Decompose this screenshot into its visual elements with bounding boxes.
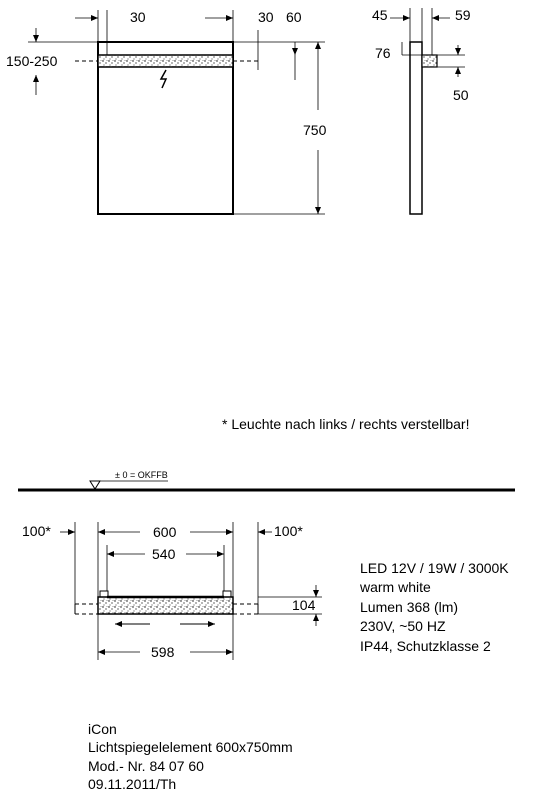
lightning-icon <box>161 70 166 88</box>
dim-width: 600 <box>153 524 177 540</box>
product-description: Lichtspiegelelement 600x750mm <box>88 739 293 755</box>
mirror-outline <box>98 42 233 214</box>
spec-line: IP44, Schutzklasse 2 <box>360 638 491 654</box>
spec-line: LED 12V / 19W / 3000K <box>360 560 509 576</box>
dim-side-top-b: 59 <box>455 7 471 23</box>
side-view <box>390 8 465 214</box>
dim-side-50: 50 <box>453 87 469 103</box>
title-block <box>88 721 293 792</box>
level-marker-icon <box>90 481 100 489</box>
dim-top-right: 30 <box>258 9 274 25</box>
dim-side-76: 76 <box>375 45 391 61</box>
mirror-side <box>410 42 422 214</box>
dim-right-offset: 60 <box>286 9 302 25</box>
dim-side-top-a: 45 <box>372 7 388 23</box>
light-element-side <box>422 55 437 67</box>
specs-block <box>359 560 509 654</box>
light-element-plan <box>98 597 233 614</box>
floor-label: ± 0 = OKFFB <box>115 470 168 480</box>
spec-line: Lumen 368 (lm) <box>360 599 459 615</box>
light-element-front <box>98 55 233 67</box>
drawing-date: 09.11.2011/Th <box>88 776 177 792</box>
product-name: iCon <box>88 721 117 737</box>
dim-inner: 540 <box>152 546 176 562</box>
floor-line <box>18 481 515 490</box>
dim-height: 750 <box>303 122 327 138</box>
dim-depth: 104 <box>292 597 316 613</box>
spec-line: warm white <box>360 579 431 595</box>
front-view <box>28 10 325 214</box>
dim-left-travel: 100* <box>22 523 51 539</box>
adjustable-note: * Leuchte nach links / rechts verstellbar! <box>222 416 470 432</box>
dim-right-travel: 100* <box>274 523 303 539</box>
model-number: Mod.- Nr. 84 07 60 <box>88 758 204 774</box>
dim-top-left: 30 <box>130 9 146 25</box>
plan-view <box>60 522 322 660</box>
dim-light-width: 598 <box>151 644 175 660</box>
spec-line: 230V, ~50 HZ <box>360 618 446 634</box>
dim-light-height-range: 150-250 <box>6 53 58 69</box>
